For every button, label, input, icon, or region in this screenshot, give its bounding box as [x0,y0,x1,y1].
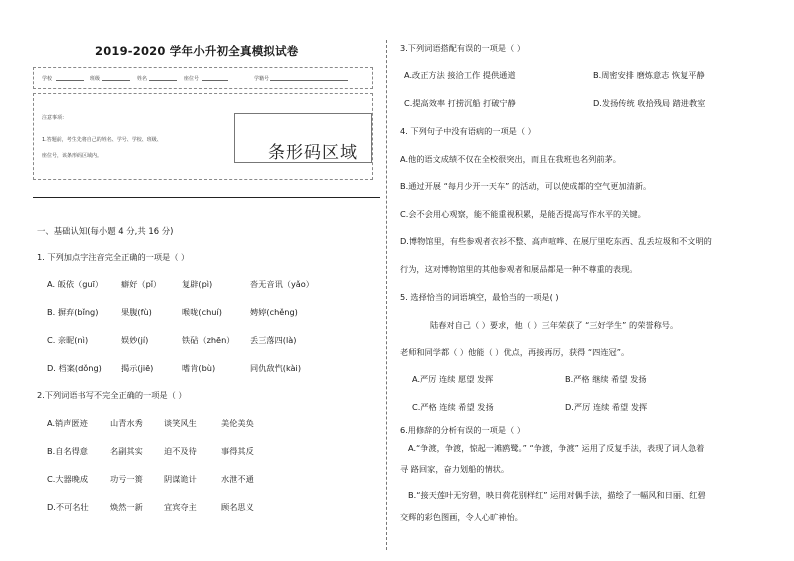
q5-stem: 5. 选择恰当的词语填空，最恰当的一项是( ) [400,292,559,302]
q1-stem: 1. 下列加点字注音完全正确的一项是（ ） [37,252,190,262]
q1-option-a-2: 癖好（pǐ） [121,279,162,289]
q1-option-d-3: 嗜肯(bù) [182,363,216,373]
notes-line-1: 1.答题前，考生先将自己的姓名、学号、学校、班级、 [42,137,162,143]
notes-title: 注意事项： [42,115,68,121]
q1-option-c-2: 娱妙(jí) [121,335,149,345]
q1-option-b-4: 娉婷(chěng) [250,307,298,317]
q2-option-d-4: 顾名思义 [221,502,254,512]
q5-passage-line1: 陆春对自己（ ）要求，他（ ）三年荣获了 “三好学生” 的荣誉称号。 [430,320,679,330]
q2-option-a-1: A.销声匿迹 [47,418,88,428]
q1-option-c-4: 丢三落四(là) [250,335,297,345]
q1-option-c-3: 铁砧（zhēn） [182,335,235,345]
barcode-label: 条形码区域 [268,143,358,163]
q4-option-b: B.通过开展 “每月少开一天车” 的活动，可以使成都的空气更加清新。 [400,181,652,191]
q3-option-a: A.改正方法 接洽工作 提供通道 [404,70,516,80]
header-divider [33,197,380,198]
q3-option-d: D.发扬传统 收拾残局 踏进教室 [593,98,706,108]
q2-option-a-3: 谈笑风生 [164,418,197,428]
q2-option-d-2: 焕然一新 [110,502,143,512]
section-heading: 一、基础认知(每小题 4 分,共 16 分) [37,226,174,236]
column-divider [386,40,387,550]
q2-option-d-1: D.不可名壮 [47,502,89,512]
q1-option-a-1: A. 皈依（guī） [47,279,104,289]
q4-option-c: C.会不会用心观察，能不能重视积累，是能否提高写作水平的关键。 [400,209,646,219]
q1-option-b-1: B. 摒弃(bǐng) [47,307,99,317]
q6-option-a-line1: A.“争渡，争渡，惊起一滩鸥鹭。” “争渡，争渡” 运用了反复手法，表现了词人急着 [408,443,705,453]
exam-number-line [270,80,348,81]
exam-title: 2019-2020 学年小升初全真模拟试卷 [95,44,299,58]
q2-option-b-1: B.自名得意 [47,446,88,456]
q1-option-b-3: 喉咙(chuí) [182,307,222,317]
q5-passage-line2: 老师和同学都（ ）他能（ ）优点，再接再厉，获得 “四连冠”。 [400,347,630,357]
q2-option-c-3: 阴谋诡计 [164,474,197,484]
class-field-line [102,80,130,81]
seat-field-label: 座位号 [184,76,200,82]
notes-line-2: 座位号，该条形码区域内。 [42,153,103,159]
q6-option-b-line1: B.“接天莲叶无穷碧，映日荷花别样红” 运用对偶手法，描绘了一幅风和日丽、红碧 [408,490,706,500]
q4-stem: 4. 下列句子中没有语病的一项是（ ） [400,126,536,136]
q1-option-b-2: 果腹(fù) [121,307,152,317]
q2-option-b-3: 迫不及待 [164,446,197,456]
q2-stem: 2.下列词语书写不完全正确的一项是（ ） [37,390,187,400]
q2-option-c-1: C.大器晚成 [47,474,89,484]
q6-stem: 6.用修辞的分析有误的一项是（ ） [400,425,526,435]
name-field-label: 姓名 [137,76,148,82]
q2-option-d-3: 宜宾夺主 [164,502,197,512]
q2-option-b-2: 名副其实 [110,446,143,456]
q4-option-a: A.他的语文成绩不仅在全校很突出，而且在我班也名列前茅。 [400,154,621,164]
student-info-box [33,67,373,89]
q2-option-c-4: 水泄不通 [221,474,254,484]
name-field-line [149,80,177,81]
q1-option-d-2: 揭示(jiē) [121,363,154,373]
q2-option-a-2: 山青水秀 [110,418,143,428]
exam-number-label: 学籍号 [254,76,270,82]
q5-option-b: B.严格 继续 希望 发扬 [565,374,647,384]
q2-option-b-4: 事得其反 [221,446,254,456]
q5-option-c: C.严格 连续 希望 发扬 [412,402,494,412]
q1-option-a-3: 复辟(pì) [182,279,213,289]
q1-option-d-4: 同仇敌忾(kài) [250,363,302,373]
q6-option-b-line2: 交辉的彩色图画，令人心旷神怡。 [400,512,523,522]
school-field-label: 学校 [42,76,53,82]
q5-option-a: A.严厉 连续 愿望 发挥 [412,374,494,384]
q1-option-a-4: 沓无音讯（yǎo） [250,279,314,289]
q1-option-d-1: D. 档案(dǒng) [47,363,102,373]
seat-field-line [202,80,228,81]
class-field-label: 班级 [90,76,101,82]
q5-option-d: D.严厉 连续 希望 发挥 [565,402,648,412]
q4-option-d-line1: D.博物馆里，有些参观者衣衫不整、高声喧哗、在展厅里吃东西、乱丢垃圾和不文明的 [400,236,712,246]
q4-option-d-line2: 行为，这对博物馆里的其他参观者和展品都是一种不尊重的表现。 [400,264,638,274]
q2-option-a-4: 美伦美奂 [221,418,254,428]
school-field-line [56,80,84,81]
q1-option-c-1: C. 亲昵(nì) [47,335,89,345]
q3-option-b: B.周密安排 磨炼意志 恢复平静 [593,70,705,80]
q3-stem: 3.下列词语搭配有误的一项是（ ） [400,43,526,53]
q6-option-a-line2: 寻 路回家，奋力划船的情状。 [400,464,510,474]
q3-option-c: C.提高效率 打捞沉船 打破宁静 [404,98,516,108]
q2-option-c-2: 功亏一篑 [110,474,143,484]
